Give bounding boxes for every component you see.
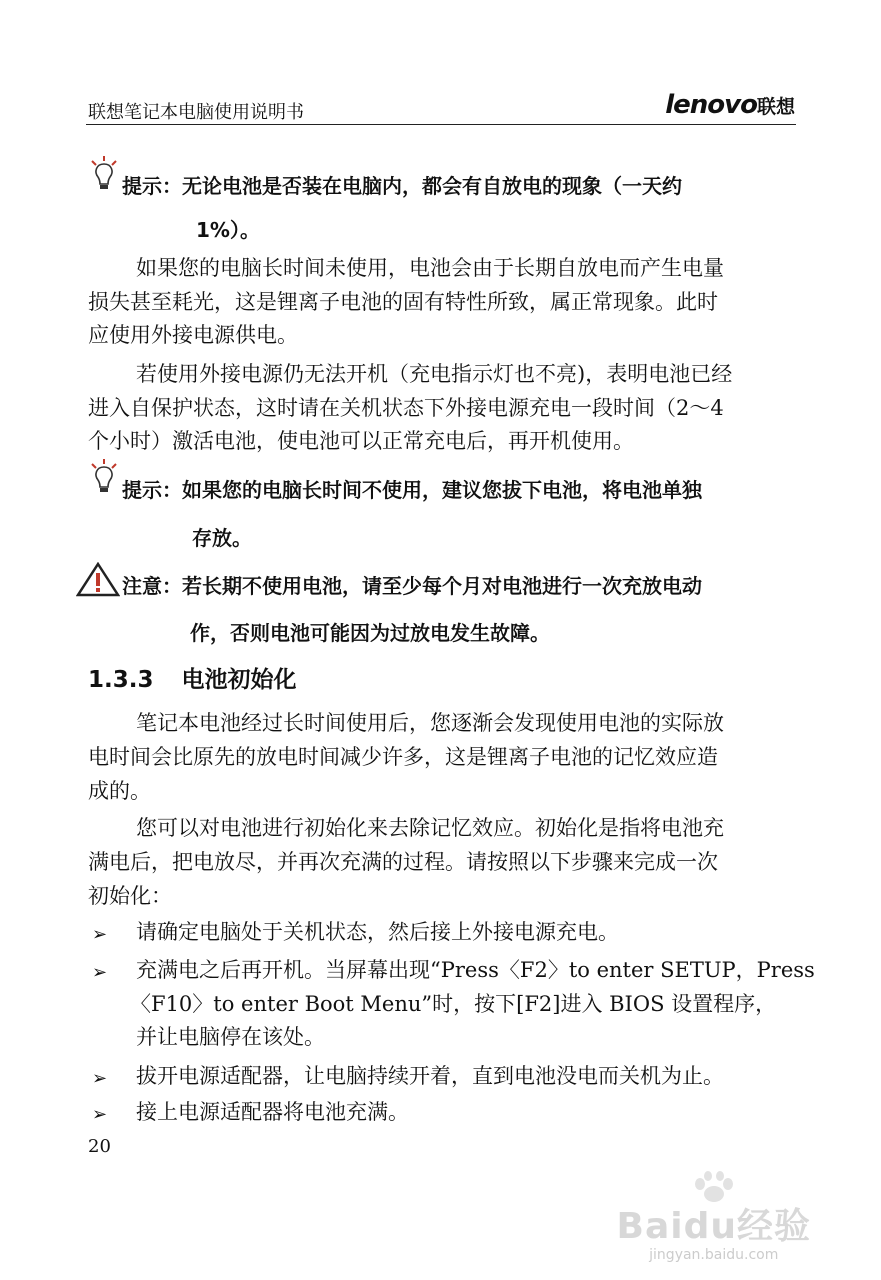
warning-text-continued: 作，否则电池可能因为过放电发生故障。	[190, 621, 550, 645]
paragraph-line: 初始化：	[88, 884, 172, 908]
page-number: 20	[88, 1136, 111, 1157]
list-item: 请确定电脑处于关机状态，然后接上外接电源充电。	[136, 920, 619, 944]
list-bullet: ➢	[92, 1104, 108, 1125]
paragraph-line: 您可以对电池进行初始化来去除记忆效应。初始化是指将电池充	[136, 816, 724, 840]
tip-text: 如果您的电脑长时间不使用，建议您拔下电池，将电池单独	[182, 478, 702, 502]
paragraph-line: 满电后，把电放尽，并再次充满的过程。请按照以下步骤来完成一次	[88, 850, 718, 874]
tip-text-continued: 存放。	[192, 526, 252, 550]
brand-cn-text: 联想	[756, 96, 795, 118]
header-rule	[86, 124, 796, 125]
warning-label: 注意：	[122, 574, 182, 598]
list-bullet: ➢	[92, 962, 108, 983]
paragraph-line: 笔记本电池经过长时间使用后，您逐渐会发现使用电池的实际放	[136, 711, 724, 735]
watermark-url: jingyan.baidu.com	[649, 1247, 779, 1263]
brand-logo-text: lenovo	[665, 90, 757, 120]
list-item: 拔开电源适配器，让电脑持续开着，直到电池没电而关机为止。	[136, 1064, 724, 1088]
tip-label: 提示：	[122, 478, 182, 502]
paragraph-line: 如果您的电脑长时间未使用，电池会由于长期自放电而产生电量	[136, 256, 724, 280]
paragraph-line: 损失甚至耗光，这是锂离子电池的固有特性所致，属正常现象。此时	[88, 290, 718, 314]
tip-text: 无论电池是否装在电脑内，都会有自放电的现象（一天约	[182, 174, 682, 198]
paragraph-line: 进入自保护状态，这时请在关机状态下外接电源充电一段时间（2～4	[88, 396, 724, 420]
warning-text: 若长期不使用电池，请至少每个月对电池进行一次充放电动	[182, 574, 702, 598]
header-title: 联想笔记本电脑使用说明书	[88, 102, 304, 123]
section-heading	[88, 664, 800, 697]
list-bullet: ➢	[92, 1068, 108, 1089]
paragraph-line: 成的。	[88, 779, 151, 803]
tip-text-continued: 1%）。	[196, 218, 260, 242]
list-item: 充满电之后再开机。当屏幕出现“Press〈F2〉to enter SETUP，Press	[136, 958, 815, 982]
tip-label: 提示：	[122, 174, 182, 198]
lenovo-logo	[665, 90, 795, 120]
section-title: 电池初始化	[181, 667, 297, 693]
section-number: 1.3.3	[88, 667, 154, 693]
paragraph-line: 应使用外接电源供电。	[88, 323, 298, 347]
list-item-continued: 〈F10〉to enter Boot Menu”时，按下[F2]进入 BIOS 设置程序，	[130, 992, 777, 1016]
paragraph-line: 个小时）激活电池，使电池可以正常充电后，再开机使用。	[88, 429, 634, 453]
lightbulb-icon	[88, 155, 120, 195]
watermark-main: Baidu经验	[616, 1206, 811, 1247]
list-item-continued: 并让电脑停在该处。	[136, 1025, 325, 1049]
paragraph-line: 若使用外接电源仍无法开机（充电指示灯也不亮)，表明电池已经	[136, 362, 733, 386]
paragraph-line: 电时间会比原先的放电时间减少许多，这是锂离子电池的记忆效应造	[88, 745, 718, 769]
warning-icon	[76, 562, 120, 598]
list-bullet: ➢	[92, 924, 108, 945]
lightbulb-icon	[88, 458, 120, 498]
list-item: 接上电源适配器将电池充满。	[136, 1100, 409, 1124]
baidu-watermark	[617, 1170, 811, 1263]
